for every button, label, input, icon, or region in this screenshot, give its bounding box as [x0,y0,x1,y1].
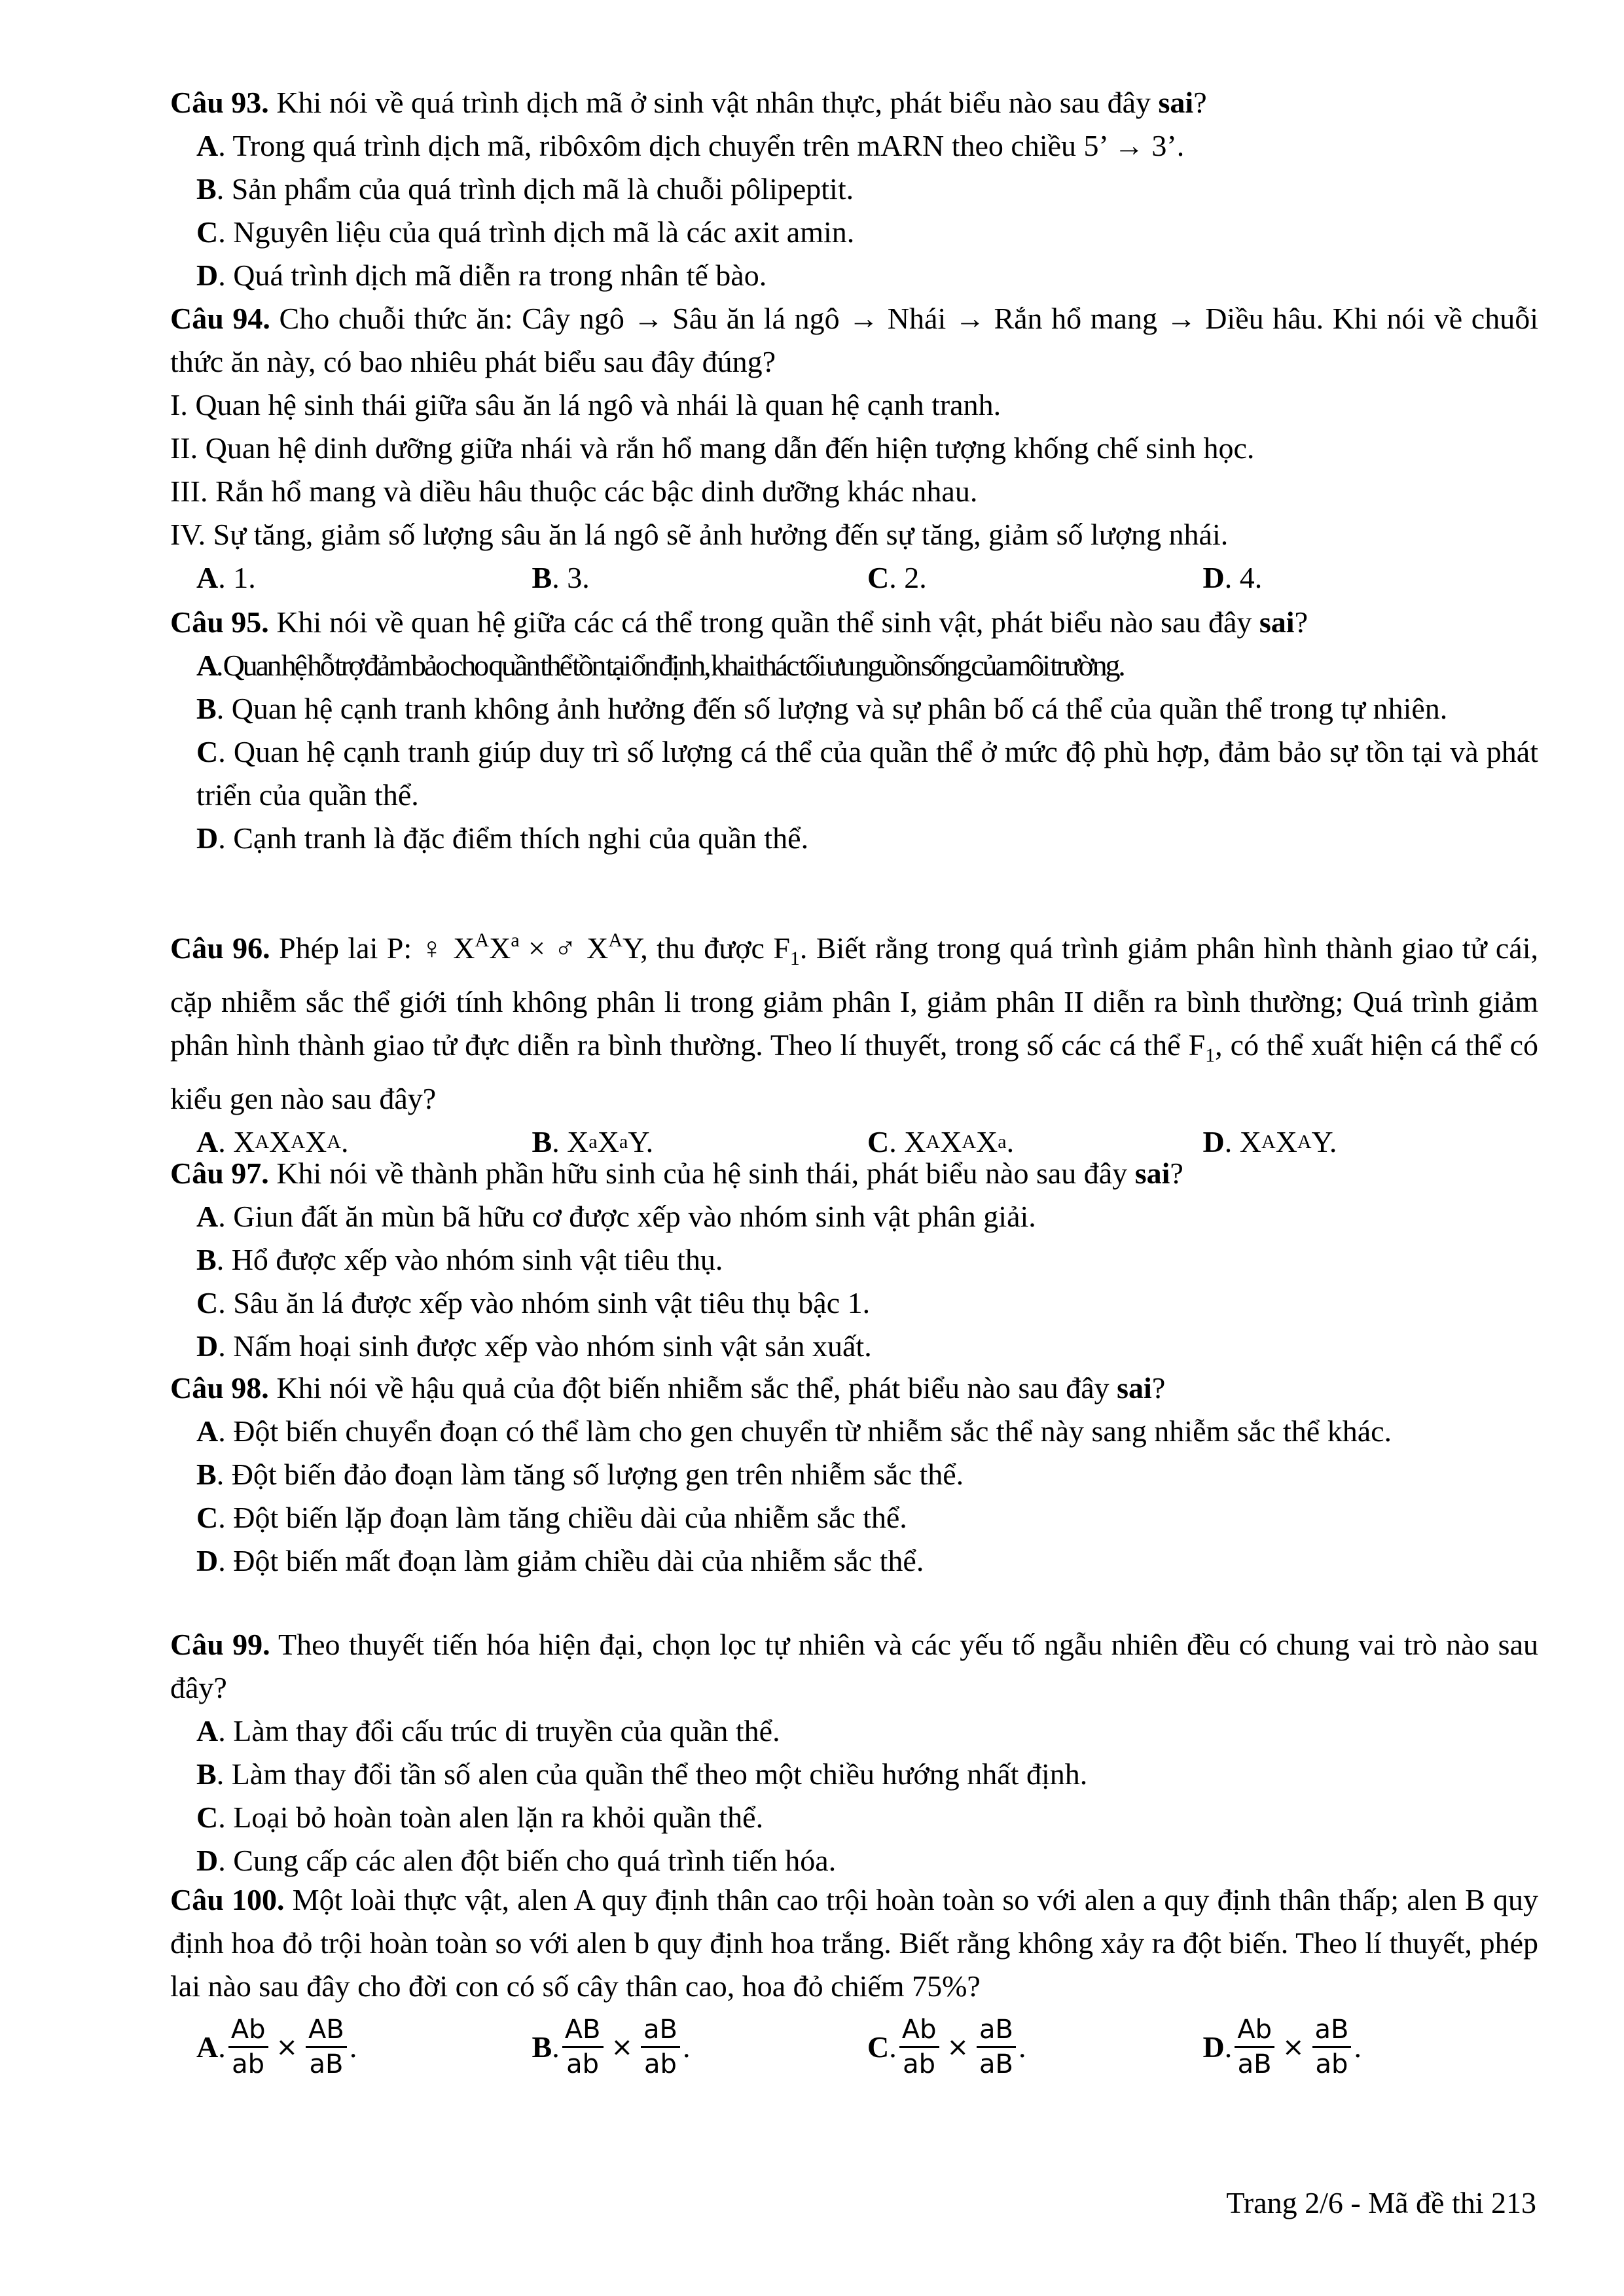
question-94 [170,297,1538,600]
genotype-part: X [1275,1125,1297,1158]
genotype-part: . X [1224,1125,1261,1158]
option-letter: B [196,1243,217,1276]
option-a[interactable] [196,124,1538,168]
stem-text: Phép lai P: ♀ X [270,931,475,965]
question-97 [170,1152,1538,1368]
option-letter: D [196,259,219,292]
option-b[interactable] [196,1453,1538,1496]
option-text: . Trong quá trình dịch mã, ribôxôm dịch chuyển trên mARN theo chiều 5’ → 3’. [218,129,1185,162]
option-text: . Đột biến chuyển đoạn có thể làm cho gen chuyển từ nhiễm sắc thể này sang nhiễm sắc thể khác. [218,1414,1392,1448]
allele-superscript: A [291,1131,306,1153]
option-b[interactable] [196,1753,1538,1796]
genotype-part: X [269,1125,291,1158]
stem-text: Khi nói về quá trình dịch mã ở sinh vật nhân thực, phát biểu nào sau đây [268,86,1159,119]
option-letter: A [196,1414,219,1448]
question-number: Câu 94. [170,302,270,335]
allele-superscript: a [588,1131,598,1153]
genotype-part: . X [889,1125,926,1158]
genotype-part: Y. [628,1125,654,1158]
question-stem [170,81,1538,124]
option-text: . Quan hệ cạnh tranh giúp duy trì số lượng cá thể của quần thể ở mức độ phù hợp, đảm bảo sự tồn tại và phát triển của quần thể. [196,735,1538,812]
option-letter: C [196,1501,219,1534]
times-sign: × [276,2032,298,2062]
allele-superscript: A [608,929,623,951]
question-number: Câu 97. [170,1157,269,1190]
statement-2: II. Quan hệ dinh dưỡng giữa nhái và rắn hổ mang dẫn đến hiện tượng khống chế sinh học. [170,431,1255,465]
allele-superscript: A [1297,1131,1312,1153]
stem-emphasis: sai [1158,86,1194,119]
question-stem [170,297,1538,384]
genotype-fraction [228,2013,268,2081]
option-end: . [1354,2030,1362,2064]
option-d[interactable] [196,1839,1538,1882]
question-stem [170,1623,1538,1710]
option-letter: B [196,692,217,725]
genotype-part: X [976,1125,998,1158]
genotype-part: . [1006,1125,1015,1158]
fraction-denominator: aB [1237,2049,1272,2079]
stem-text: X [489,931,511,965]
question-number: Câu 96. [170,931,270,965]
option-text: . Hổ được xếp vào nhóm sinh vật tiêu thụ. [216,1243,723,1276]
option-text: . 1. [218,561,256,594]
option-b[interactable] [532,556,868,600]
option-letter: B [532,2030,552,2064]
question-95 [170,601,1538,860]
option-a[interactable] [196,556,532,600]
option-b[interactable] [196,168,1538,211]
stem-emphasis: sai [1134,1157,1170,1190]
stem-text-end: ? [1193,86,1207,119]
option-end: . [349,2030,357,2064]
question-number: Câu 99. [170,1628,270,1661]
allele-superscript: A [926,1131,941,1153]
option-separator: . [218,2030,226,2064]
option-letter: A [196,1714,219,1748]
allele-superscript: A [327,1131,341,1153]
stem-text-end: ? [1170,1157,1183,1190]
genotype-fraction [641,2013,680,2081]
fraction-numerator: Ab [899,2013,939,2048]
option-text: . Đột biến mất đoạn làm giảm chiều dài của nhiễm sắc thể. [218,1544,924,1577]
option-c[interactable] [867,2013,1203,2081]
option-d[interactable] [196,1539,1538,1583]
generation-subscript: 1 [1205,1045,1216,1066]
option-text: . Sâu ăn lá được xếp vào nhóm sinh vật tiêu thụ bậc 1. [218,1286,871,1319]
option-letter: B [196,172,217,206]
page-footer: Trang 2/6 - Mã đề thi 213 [1226,2186,1536,2219]
option-d[interactable] [196,254,1538,297]
option-letter: D [196,1844,219,1877]
allele-superscript: a [511,929,520,951]
genotype-fraction [562,2013,604,2081]
option-text: . Nấm hoại sinh được xếp vào nhóm sinh vật sản xuất. [218,1329,872,1363]
question-number: Câu 93. [170,86,269,119]
option-letter: B [196,1458,217,1491]
genotype-fraction [899,2013,939,2081]
option-letter: D [196,1329,219,1363]
fraction-numerator: aB [641,2013,680,2048]
option-text: . Quan hệ hỗ trợ đảm bảo cho quần thể tồn tại ổn định, khai thác tối ưu nguồn sống của môi trường. [216,649,1124,682]
option-letter: A [196,561,219,594]
option-letter: C [196,1286,219,1319]
stem-text: Cho chuỗi thức ăn: Cây ngô → Sâu ăn lá ngô → Nhái → Rắn hổ mang → Diều hâu. Khi nói về chuỗi thức ăn này, có bao nhiêu phát biểu sau đây đúng? [170,302,1538,378]
option-a[interactable] [196,1410,1538,1453]
option-d[interactable] [1203,556,1539,600]
question-stem [170,601,1538,644]
option-letter: D [1202,2030,1225,2064]
option-text: . Cung cấp các alen đột biến cho quá trình tiến hóa. [218,1844,837,1877]
question-100 [170,1878,1538,2081]
fraction-denominator: ab [232,2049,265,2079]
option-text: . Làm thay đổi cấu trúc di truyền của quần thể. [218,1714,780,1748]
option-text: . Sản phẩm của quá trình dịch mã là chuỗi pôlipeptit. [216,172,854,206]
genotype-fraction [1235,2013,1274,2081]
stem-text: Khi nói về hậu quả của đột biến nhiễm sắc thể, phát biểu nào sau đây [268,1371,1117,1405]
fraction-denominator: aB [309,2049,344,2079]
genotype-part: X [940,1125,962,1158]
option-b[interactable] [196,1238,1538,1282]
option-c[interactable] [196,1282,1538,1325]
allele-superscript: A [255,1131,270,1153]
question-96 [170,919,1538,1164]
stem-text: Khi nói về quan hệ giữa các cá thể trong quần thể sinh vật, phát biểu nào sau đây [268,605,1259,639]
option-b[interactable] [196,687,1538,730]
stem-text: . Biết rằng trong quá trình giảm phân hình thành giao tử cái, cặp nhiễm sắc thể giới tính không phân li trong giảm phân I, giảm phân II diễn ra bình thường; Quá trình giảm phân hình thành giao tử đực diễn ra bình thường. Theo lí thuyết, trong số các cá thể F [170,931,1539,1062]
genotype-part: . X [218,1125,255,1158]
option-letter: D [1202,1125,1225,1158]
stem-text: Theo thuyết tiến hóa hiện đại, chọn lọc tự nhiên và các yếu tố ngẫu nhiên đều có chung vai trò nào sau đây? [170,1628,1538,1704]
option-d[interactable] [1203,2013,1539,2081]
fraction-denominator: aB [979,2049,1013,2079]
allele-superscript: A [475,929,490,951]
question-number: Câu 100. [170,1883,285,1916]
stem-emphasis: sai [1259,605,1295,639]
option-separator: . [889,2030,897,2064]
allele-superscript: a [619,1131,628,1153]
options-row [196,2013,1538,2081]
genotype-part: . X [552,1125,589,1158]
genotype-part: X [597,1125,619,1158]
option-a[interactable] [196,1195,1538,1238]
option-text: . 4. [1224,561,1263,594]
option-d[interactable] [196,1325,1538,1368]
question-93 [170,81,1538,297]
option-d[interactable] [196,817,1538,860]
question-98 [170,1367,1538,1583]
option-text: . Giun đất ăn mùn bã hữu cơ được xếp vào nhóm sinh vật phân giải. [218,1200,1036,1233]
option-letter: C [196,735,219,768]
option-text: . Quá trình dịch mã diễn ra trong nhân tế bào. [218,259,767,292]
option-separator: . [1224,2030,1233,2064]
option-letter: D [196,1544,219,1577]
stem-text: Khi nói về thành phần hữu sinh của hệ sinh thái, phát biểu nào sau đây [268,1157,1135,1190]
option-a[interactable] [196,2013,532,2081]
option-letter: C [196,1801,219,1834]
statement-3: III. Rắn hổ mang và diều hâu thuộc các bậc dinh dưỡng khác nhau. [170,475,978,508]
option-text: . 2. [889,561,927,594]
genotype-part: . [340,1125,349,1158]
option-text: . Quan hệ cạnh tranh không ảnh hưởng đến số lượng và sự phân bố cá thể của quần thể trong tự nhiên. [216,692,1448,725]
fraction-denominator: ab [644,2049,677,2079]
option-end: . [1018,2030,1026,2064]
option-letter: C [867,561,890,594]
stem-text: × ♂ X [519,931,609,965]
option-separator: . [552,2030,560,2064]
option-letter: B [196,1757,217,1791]
stem-text-end: ? [1151,1371,1166,1405]
question-stem [170,1878,1538,2008]
option-letter: D [196,821,219,855]
fraction-denominator: ab [1315,2049,1348,2079]
option-text: . Nguyên liệu của quá trình dịch mã là các axit amin. [218,215,855,249]
allele-superscript: A [1261,1131,1276,1153]
fraction-denominator: ab [566,2049,600,2079]
stem-text: , có thể xuất hiện cá thể có kiểu gen nào sau đây? [170,1028,1538,1115]
fraction-numerator: AB [306,2013,347,2048]
stem-text: Y, thu được F [622,931,790,965]
genotype-fraction [306,2013,347,2081]
option-letter: C [867,1125,890,1158]
option-text: . Đột biến lặp đoạn làm tăng chiều dài của nhiễm sắc thể. [218,1501,907,1534]
option-end: . [682,2030,691,2064]
option-c[interactable] [867,556,1203,600]
option-letter: B [532,1125,552,1158]
fraction-numerator: aB [1312,2013,1352,2048]
fraction-numerator: Ab [1235,2013,1274,2048]
question-stem [170,1152,1538,1195]
option-letter: D [1202,561,1225,594]
fraction-denominator: ab [903,2049,936,2079]
option-c[interactable] [196,1496,1538,1539]
fraction-numerator: AB [562,2013,604,2048]
question-number: Câu 95. [170,605,269,639]
option-letter: B [532,561,552,594]
option-text: . Làm thay đổi tần số alen của quần thể theo một chiều hướng nhất định. [216,1757,1088,1791]
option-letter: A [196,1200,219,1233]
option-c[interactable] [196,730,1538,817]
options-row [196,556,1538,600]
fraction-numerator: Ab [228,2013,268,2048]
fraction-numerator: aB [977,2013,1016,2048]
times-sign: × [1282,2032,1305,2062]
genotype-fraction [977,2013,1016,2081]
option-text: . Loại bỏ hoàn toàn alen lặn ra khỏi quần thể. [218,1801,764,1834]
option-b[interactable] [532,2013,868,2081]
option-c[interactable] [196,1796,1538,1839]
question-stem [170,919,1538,1121]
question-number: Câu 98. [170,1371,269,1405]
option-letter: A [196,129,219,162]
times-sign: × [611,2032,634,2062]
statement-4: IV. Sự tăng, giảm số lượng sâu ăn lá ngô sẽ ảnh hưởng đến sự tăng, giảm số lượng nhái. [170,518,1229,551]
genotype-fraction [1312,2013,1352,2081]
allele-superscript: a [998,1131,1007,1153]
question-99 [170,1623,1538,1882]
stem-text-end: ? [1294,605,1308,639]
question-stem [170,1367,1538,1410]
genotype-part: Y. [1311,1125,1337,1158]
option-letter: A [196,649,217,682]
times-sign: × [947,2032,969,2062]
stem-text: Một loài thực vật, alen A quy định thân cao trội hoàn toàn so với alen a quy định thân thấp; alen B quy định hoa đỏ trội hoàn toàn so với alen b quy định hoa trắng. Biết rằng không xảy ra đột biến. Theo lí thuyết, phép lai nào sau đây cho đời con có số cây thân cao, hoa đỏ chiếm 75%? [170,1883,1538,2003]
statement-1: I. Quan hệ sinh thái giữa sâu ăn lá ngô và nhái là quan hệ cạnh tranh. [170,388,1001,422]
option-text: . Đột biến đảo đoạn làm tăng số lượng gen trên nhiễm sắc thể. [216,1458,964,1491]
option-letter: A [196,2030,219,2064]
stem-emphasis: sai [1117,1371,1152,1405]
generation-subscript: 1 [789,948,800,969]
option-text: . 3. [552,561,590,594]
option-letter: C [867,2030,890,2064]
option-a[interactable] [196,1710,1538,1753]
option-text: . Cạnh tranh là đặc điểm thích nghi của quần thể. [218,821,809,855]
option-letter: A [196,1125,219,1158]
genotype-part: X [305,1125,327,1158]
allele-superscript: A [962,1131,977,1153]
option-a[interactable] [196,644,1538,687]
option-c[interactable] [196,211,1538,254]
option-letter: C [196,215,219,249]
